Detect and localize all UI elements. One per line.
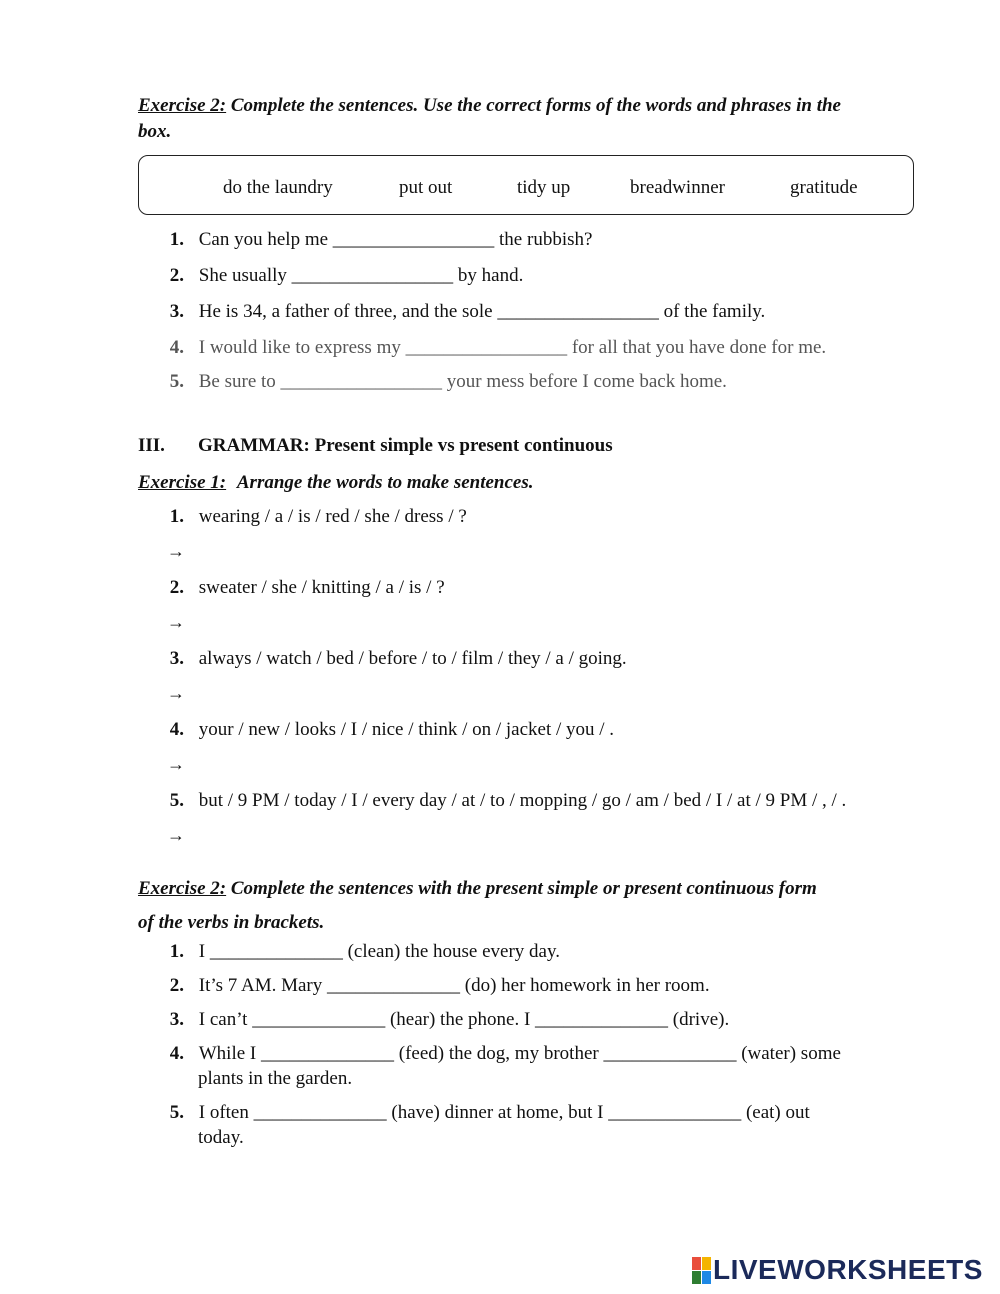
item-text[interactable]: He is 34, a father of three, and the sole _________________ of the family. (198, 301, 766, 322)
item-number: 5. (169, 1102, 184, 1123)
answer-arrow-icon[interactable]: → (167, 825, 185, 845)
list-item (162, 1009, 729, 1031)
item-text: wearing / a / is / red / she / dress / ? (198, 506, 467, 527)
word-box-item: do the laundry (223, 177, 333, 198)
item-text: your / new / looks / I / nice / think / on / jacket / you / . (198, 719, 615, 740)
answer-arrow-icon[interactable]: → (167, 683, 185, 703)
item-number: 2. (169, 265, 184, 286)
exercise-instruction: Arrange the words to make sentences. (236, 472, 534, 493)
item-text-cont: plants in the garden. (198, 1068, 353, 1089)
section-number: III. (138, 435, 165, 456)
item-number: 3. (169, 1009, 184, 1030)
item-text[interactable]: She usually _________________ by hand. (198, 265, 524, 286)
grammar-exercise1-heading (138, 470, 534, 496)
list-item (162, 301, 765, 323)
item-text[interactable]: While I ______________ (feed) the dog, my brother ______________ (water) some (198, 1043, 841, 1064)
item-text: sweater / she / knitting / a / is / ? (198, 577, 445, 598)
word-box-item: gratitude (790, 177, 858, 198)
exercise-instruction-cont: of the verbs in brackets. (138, 912, 325, 933)
word-box-item: breadwinner (630, 177, 725, 198)
list-item (162, 1102, 810, 1124)
item-number: 5. (169, 790, 184, 811)
item-number: 1. (169, 229, 184, 250)
list-item (162, 337, 826, 359)
item-number: 2. (169, 975, 184, 996)
exercise-instruction-cont: box. (138, 121, 172, 142)
item-number: 5. (169, 371, 184, 392)
item-number: 1. (169, 506, 184, 527)
list-item (162, 975, 710, 997)
item-text: but / 9 PM / today / I / every day / at / to / mopping / go / am / bed / I / at / 9 PM / , / . (198, 790, 847, 811)
item-number: 1. (169, 941, 184, 962)
item-text[interactable]: I can’t ______________ (hear) the phone. I ______________ (drive). (198, 1009, 730, 1030)
list-item (162, 229, 592, 251)
logo-text: LIVEWORKSHEETS (713, 1254, 983, 1285)
exercise-instruction: Complete the sentences. Use the correct forms of the words and phrases in the (230, 95, 841, 116)
item-text[interactable]: It’s 7 AM. Mary ______________ (do) her homework in her room. (198, 975, 710, 996)
list-item (162, 506, 467, 528)
exercise-label: Exercise 2: (138, 95, 227, 116)
list-item (162, 371, 727, 393)
list-item (162, 577, 445, 599)
exercise-instruction: Complete the sentences with the present simple or present continuous form (230, 878, 817, 899)
item-text[interactable]: I would like to express my _________________ for all that you have done for me. (198, 337, 827, 358)
item-text[interactable]: I ______________ (clean) the house every day. (198, 941, 560, 962)
list-item (162, 790, 846, 812)
item-number: 3. (169, 301, 184, 322)
item-text: always / watch / bed / before / to / film / they / a / going. (198, 648, 627, 669)
list-item (162, 265, 523, 287)
item-number: 3. (169, 648, 184, 669)
vocab-exercise2-heading (138, 93, 938, 145)
item-number: 4. (169, 337, 184, 358)
item-number: 4. (169, 719, 184, 740)
list-item (162, 1043, 841, 1065)
grammar-exercise2-heading (138, 872, 938, 940)
word-box-item: put out (399, 177, 453, 198)
item-number: 2. (169, 577, 184, 598)
answer-arrow-icon[interactable]: → (167, 541, 185, 561)
answer-arrow-icon[interactable]: → (167, 612, 185, 632)
list-item (162, 719, 614, 741)
item-number: 4. (169, 1043, 184, 1064)
logo-icon (692, 1257, 711, 1284)
item-text[interactable]: I often ______________ (have) dinner at home, but I ______________ (eat) out (198, 1102, 810, 1123)
word-box-item: tidy up (517, 177, 571, 198)
liveworksheets-logo[interactable] (692, 1254, 983, 1286)
item-text-cont: today. (198, 1127, 244, 1148)
item-text[interactable]: Can you help me _________________ the rubbish? (198, 229, 593, 250)
item-text[interactable]: Be sure to _________________ your mess before I come back home. (198, 371, 727, 392)
section-title: GRAMMAR: Present simple vs present continuous (198, 435, 613, 456)
list-item (162, 941, 560, 963)
exercise-label: Exercise 2: (138, 878, 227, 899)
list-item (162, 648, 627, 670)
exercise-label: Exercise 1: (138, 472, 227, 493)
word-box (138, 155, 914, 215)
answer-arrow-icon[interactable]: → (167, 754, 185, 774)
